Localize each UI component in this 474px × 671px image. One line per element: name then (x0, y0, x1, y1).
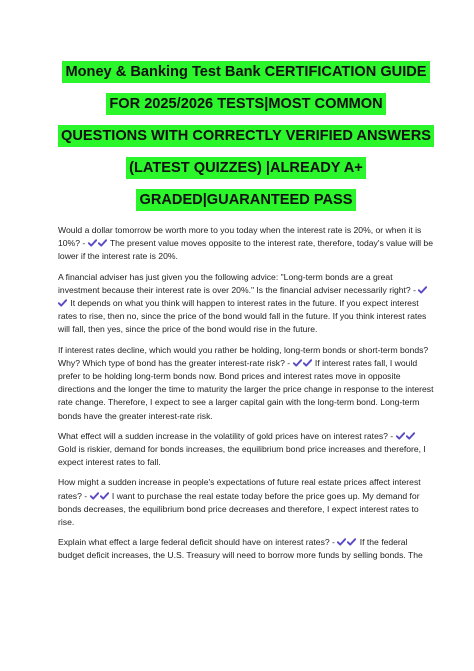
answer-text: I want to purchase the real estate today before the price goes up. My demand for bonds decreases, the equilibrium bond price decreases and therefore, I expect interest rates to rise. (58, 490, 420, 528)
check-icon (90, 492, 99, 500)
check-icon (396, 432, 405, 440)
answer-text: If the federal budget deficit increases, the U.S. Treasury will need to borrow more funds by selling bonds. The (58, 537, 423, 561)
qa-item (58, 224, 434, 264)
check-icon (98, 239, 107, 247)
question-text: Explain what effect a large federal deficit should have on interest rates? - (58, 537, 335, 548)
title-line: GRADED|GUARANTEED PASS (136, 189, 355, 211)
check-icon (58, 299, 67, 307)
answer-text: The present value moves opposite to the interest rate, therefore, today's value will be lower if the interest rate is 20%. (58, 238, 433, 262)
check-icon (88, 239, 97, 247)
document-title (58, 56, 434, 216)
qa-list (58, 224, 434, 563)
question-text: A financial adviser has just given you the following advice: "Long-term bonds are a great investment because their interest rate is over 20%." Is the financial adviser necessarily right? - (58, 271, 416, 295)
qa-item (58, 344, 434, 423)
answer-text: If interest rates fall, I would prefer to be holding long-term bonds now. Bond prices and interest rates move in opposite directions and the longer the time to maturity the larger the price change in response to the interest rate change. Therefore, I expect to see a larger capital gain with the long-term bond. Long-term bonds have the greater interest-rate risk. (58, 357, 434, 421)
question-text: What effect will a sudden increase in the volatility of gold prices have on interest rates? - (58, 430, 394, 441)
check-icon (100, 492, 109, 500)
answer-text: Gold is riskier, demand for bonds increases, the equilibrium bond price increases and therefore, I expect interest rates to fall. (58, 444, 426, 468)
title-line: QUESTIONS WITH CORRECTLY VERIFIED ANSWERS (58, 125, 434, 147)
check-icon (293, 359, 302, 367)
qa-item (58, 536, 434, 562)
question-text: Would a dollar tomorrow be worth more to you today when the interest rate is 20%, or when it is 10%? - (58, 225, 422, 249)
title-line: Money & Banking Test Bank CERTIFICATION GUIDE (62, 61, 429, 83)
qa-item (58, 430, 434, 470)
question-text: If interest rates decline, which would you rather be holding, long-term bonds or short-term bonds? Why? Which type of bond has the greater interest-rate risk? - (58, 344, 429, 368)
qa-item (58, 476, 434, 529)
title-line: FOR 2025/2026 TESTS|MOST COMMON (106, 93, 385, 115)
qa-item (58, 271, 434, 337)
check-icon (406, 432, 415, 440)
check-icon (418, 286, 427, 294)
check-icon (347, 538, 356, 546)
answer-text: It depends on what you think will happen to interest rates in the future. If you expect interest rates to rise, then no, since the price of the bond would fall in the future. If you think interest rates will fall, then yes, since the price of the bond would rise in the future. (58, 298, 427, 335)
check-icon (337, 538, 346, 546)
check-icon (303, 359, 312, 367)
question-text: How might a sudden increase in people's expectations of future real estate prices affect interest rates? - (58, 477, 421, 501)
title-line: (LATEST QUIZZES) |ALREADY A+ (126, 157, 366, 179)
